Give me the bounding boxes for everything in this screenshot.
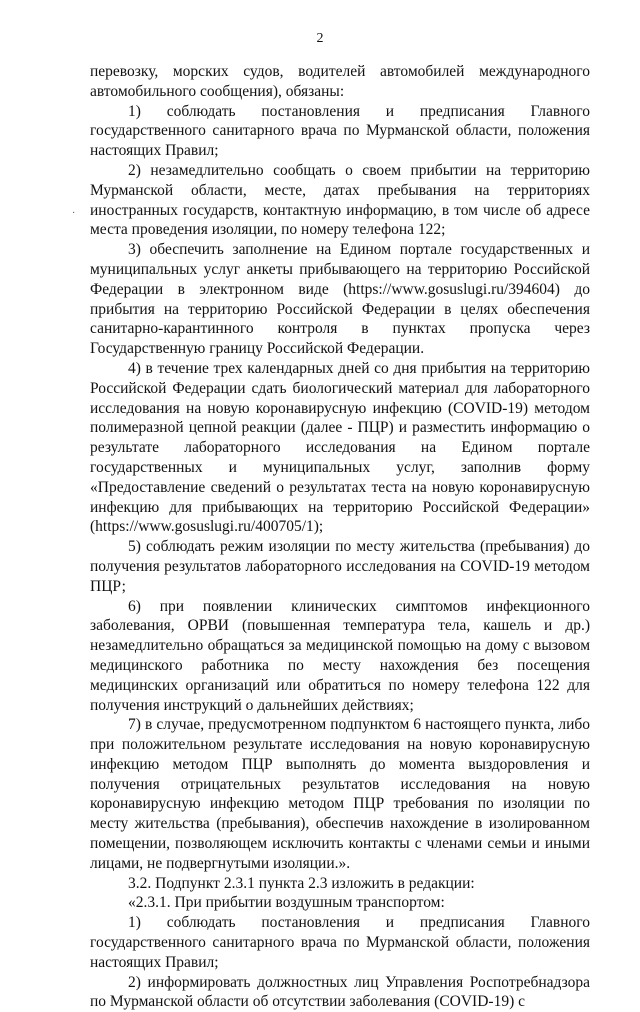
paragraph-8: 3.2. Подпункт 2.3.1 пункта 2.3 изложить в редакции: xyxy=(128,874,475,892)
paragraph-5: 5) соблюдать режим изоляции по месту жительства (пребывания) до получения результатов лабораторного исследования на COVID-19 методом ПЦР; xyxy=(90,538,590,595)
paragraph-2: 2) незамедлительно сообщать о своем прибытии на территорию Мурманской области, месте, датах пребывания на территориях иностранных государств, контактную информацию, в том числе об адресе места проведения изоляции, по номеру телефона 122; xyxy=(90,161,590,239)
paragraph-4: 4) в течение трех календарных дней со дня прибытия на территорию Российской Федерации сдать биологический материал для лабораторного исследования на новую коронавирусную инфекцию (COVID-19) методом полимеразной цепной реакции (далее - ПЦР) и разместить информацию о результате лабораторного исследования на Едином портале государственных и муниципальных услуг, заполнив форму «Предоставление сведений о результатах теста на новую коронавирусную инфекцию для прибывающих на территорию Российской Федерации» (https://www.gosuslugi.ru/400705/1); xyxy=(90,359,590,536)
paragraph-6: 6) при появлении клинических симптомов инфекционного заболевания, ОРВИ (повышенная температура тела, кашель и др.) незамедлительно обращаться за медицинской помощью на дому с вызовом медицинского работника по месту нахождения без посещения медицинских организаций или обратиться по номеру телефона 122 для получения инструкций о дальнейших действиях; xyxy=(90,597,590,714)
scan-mark: · xyxy=(72,208,76,219)
paragraph-3: 3) обеспечить заполнение на Едином портале государственных и муниципальных услуг анкеты прибывающего на территорию Российской Федерации в электронном виде (https://www.gosuslugi.ru/394604) до прибытия на территорию Российской Федерации в целях обеспечения санитарно-карантинного контроля в пунктах пропуска через Государственную границу Российской Федерации. xyxy=(90,241,590,358)
paragraph-1: 1) соблюдать постановления и предписания Главного государственного санитарного врача по Мурманской области, положения настоящих Правил; xyxy=(90,102,590,160)
paragraph-11: 2) информировать должностных лиц Управления Роспотребнадзора по Мурманской области об отсутствии заболевания (COVID-19) с xyxy=(90,973,590,1011)
paragraph-7: 7) в случае, предусмотренном подпунктом 6 настоящего пункта, либо при положительном результате исследования на новую коронавирусную инфекцию методом ПЦР выполнять до момента выздоровления и получения отрицательных результатов исследования на новую коронавирусную инфекцию методом ПЦР требования по изоляции по месту жительства (пребывания), обеспечив нахождение в изолированном помещении, позволяющем исключить контакты с членами семьи и иными лицами, не подвергнутыми изоляции.». xyxy=(90,716,590,872)
paragraph-9: «2.3.1. При прибытии воздушным транспортом: xyxy=(128,894,445,912)
page-number: 2 xyxy=(316,31,324,46)
paragraph-10: 1) соблюдать постановления и предписания Главного государственного санитарного врача по Мурманской области, положения настоящих Правил; xyxy=(90,914,590,971)
document-body xyxy=(90,62,590,1012)
paragraph-0: перевозку, морских судов, водителей автомобилей международного автомобильного сообщения), обязаны: xyxy=(90,63,590,100)
